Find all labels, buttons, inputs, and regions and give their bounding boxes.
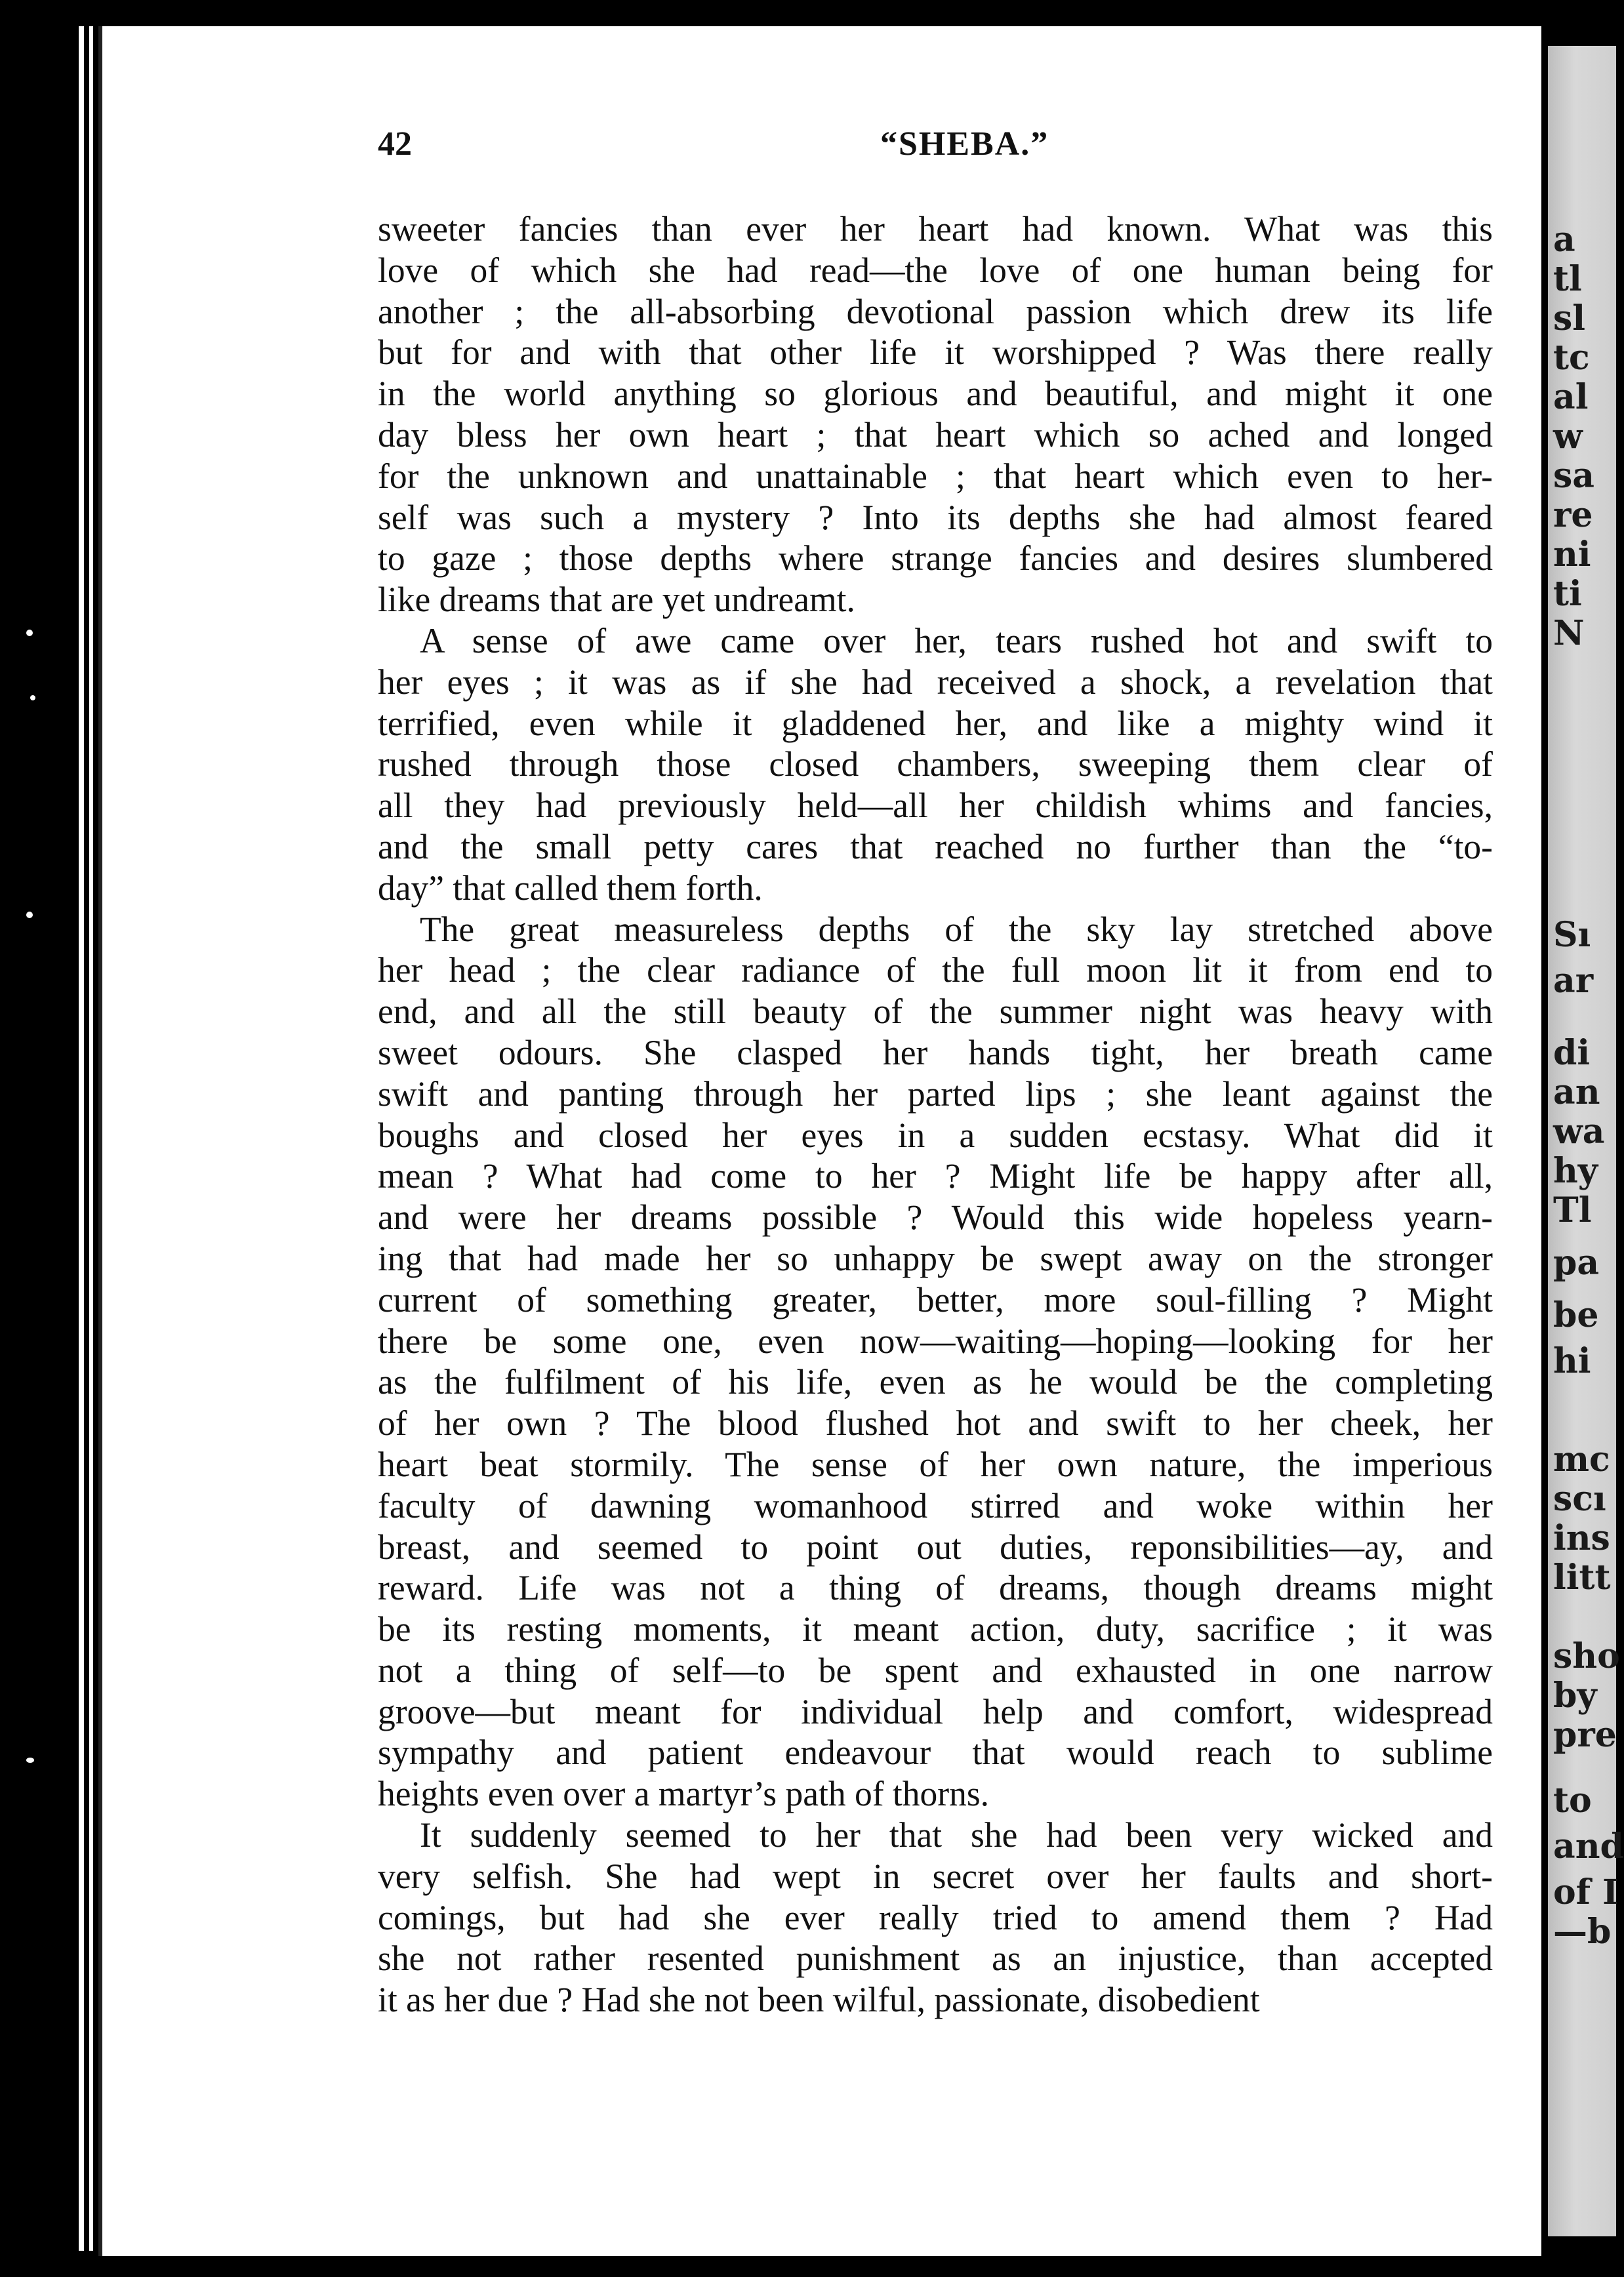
text-line: rushed through those closed chambers, sweeping them clear of — [378, 744, 1493, 784]
text-line: all they had previously held—all her childish whims and fancies, — [378, 786, 1493, 826]
facing-page-fragment: ins — [1553, 1518, 1610, 1558]
text-line: of her own ? The blood flushed hot and swift to her cheek, her — [378, 1403, 1493, 1443]
text-line: ing that had made her so unhappy be swept away on the stronger — [378, 1238, 1493, 1278]
text-line: love of which she had read—the love of one human being for — [378, 250, 1493, 290]
facing-page-fragment: sl — [1553, 298, 1586, 338]
facing-page-fragment: ar — [1553, 961, 1594, 1001]
facing-page-fragment: N — [1553, 613, 1585, 653]
text-line: her head ; the clear radiance of the full moon lit it from end to — [378, 950, 1493, 990]
facing-page-fragment: al — [1553, 377, 1589, 417]
paragraph — [378, 209, 1493, 620]
facing-page-fragment: sa — [1553, 456, 1594, 496]
facing-page-fragment: pre — [1553, 1715, 1617, 1755]
text-line: and were her dreams possible ? Would this wide hopeless yearn- — [378, 1198, 1493, 1238]
text-line: very selfish. She had wept in secret over her faults and short- — [378, 1856, 1493, 1896]
text-line: mean ? What had come to her ? Might life be happy after all, — [378, 1156, 1493, 1196]
text-line: in the world anything so glorious and beautiful, and might it one — [378, 374, 1493, 414]
facing-page-fragment: by — [1553, 1676, 1597, 1716]
facing-page-fragment: hi — [1553, 1341, 1591, 1381]
text-line: current of something greater, better, more soul-filling ? Might — [378, 1280, 1493, 1320]
page-number: 42 — [378, 125, 412, 163]
facing-page-fragment: litt — [1553, 1558, 1611, 1598]
facing-page-edge — [1548, 46, 1624, 2236]
paragraph — [378, 909, 1493, 1815]
text-line: breast, and seemed to point out duties, reponsibilities—ay, and — [378, 1527, 1493, 1567]
text-line: groove—but meant for individual help and comfort, widespread — [378, 1691, 1493, 1731]
facing-page-fragment: tc — [1553, 338, 1590, 378]
facing-page-fragment: —b — [1553, 1912, 1612, 1952]
facing-page-fragment: an — [1553, 1072, 1600, 1112]
scan-speck — [30, 695, 35, 700]
facing-page-fragment: tl — [1553, 259, 1582, 299]
text-line: boughs and closed her eyes in a sudden ecstasy. What did it — [378, 1115, 1493, 1155]
text-line: sympathy and patient endeavour that would reach to sublime — [378, 1733, 1493, 1773]
text-line: sweeter fancies than ever her heart had known. What was this — [378, 209, 1493, 249]
text-line: It suddenly seemed to her that she had been very wicked and — [420, 1815, 1493, 1855]
text-line: A sense of awe came over her, tears rushed hot and swift to — [420, 620, 1493, 660]
facing-page-fragment: mc — [1553, 1440, 1610, 1480]
facing-page-fragment: w — [1553, 416, 1583, 456]
running-header — [378, 125, 1493, 171]
text-line: it as her due ? Had she not been wilful, passionate, disobedient — [378, 1980, 1260, 2020]
text-line: reward. Life was not a thing of dreams, though dreams might — [378, 1568, 1493, 1608]
facing-page-fragment: pa — [1553, 1243, 1600, 1283]
text-line: for the unknown and unattainable ; that heart which even to her- — [378, 456, 1493, 496]
facing-page-fragment: to — [1553, 1781, 1592, 1821]
facing-page-fragment: wa — [1553, 1112, 1605, 1152]
text-line: heights even over a martyr’s path of thorns. — [378, 1774, 990, 1814]
text-line: to gaze ; those depths where strange fancies and desires slumbered — [378, 538, 1493, 578]
running-title: “SHEBA.” — [880, 125, 1049, 163]
page-stack-edge — [89, 26, 93, 2251]
text-line: day bless her own heart ; that heart which so ached and longed — [378, 414, 1493, 454]
scan-speck — [26, 630, 33, 636]
text-line: sweet odours. She clasped her hands tight, her breath came — [378, 1032, 1493, 1072]
text-line: and the small petty cares that reached no further than the “to- — [378, 826, 1493, 866]
text-line: The great measureless depths of the sky lay stretched above — [420, 909, 1493, 949]
text-line: but for and with that other life it worshipped ? Was there really — [378, 332, 1493, 373]
text-line: there be some one, even now—waiting—hoping—looking for her — [378, 1321, 1493, 1361]
facing-page-fragment: di — [1553, 1033, 1591, 1073]
text-line: another ; the all-absorbing devotional passion which drew its life — [378, 291, 1493, 331]
facing-page-fragment: ti — [1553, 574, 1582, 614]
facing-page-fragment: re — [1553, 495, 1593, 535]
text-line: comings, but had she ever really tried to amend them ? Had — [378, 1897, 1493, 1937]
facing-page-fragment: of I — [1553, 1872, 1619, 1912]
scan-speck — [26, 912, 33, 918]
text-line: like dreams that are yet undreamt. — [378, 580, 855, 620]
text-line: day” that called them forth. — [378, 868, 763, 908]
paragraph — [378, 620, 1493, 909]
facing-page-fragment: scı — [1553, 1479, 1606, 1519]
paragraph — [378, 1815, 1493, 2021]
page-stack-edge — [79, 26, 84, 2251]
text-line: not a thing of self—to be spent and exhausted in one narrow — [378, 1650, 1493, 1690]
text-line: be its resting moments, it meant action, duty, sacrifice ; it was — [378, 1609, 1493, 1649]
text-line: faculty of dawning womanhood stirred and woke within her — [378, 1485, 1493, 1525]
text-line: swift and panting through her parted lips ; she leant against the — [378, 1074, 1493, 1114]
text-line: terrified, even while it gladdened her, and like a mighty wind it — [378, 703, 1493, 743]
text-line: her eyes ; it was as if she had received a shock, a revelation that — [378, 662, 1493, 702]
facing-page-fragment: sho — [1553, 1636, 1620, 1676]
text-line: she not rather resented punishment as an injustice, than accepted — [378, 1939, 1493, 1979]
text-line: heart beat stormily. The sense of her own nature, the imperious — [378, 1444, 1493, 1484]
text-line: self was such a mystery ? Into its depths she had almost feared — [378, 497, 1493, 537]
text-line: as the fulfilment of his life, even as he would be the completing — [378, 1362, 1493, 1402]
facing-page-fragment: Tl — [1553, 1190, 1592, 1230]
text-line: end, and all the still beauty of the summer night was heavy with — [378, 992, 1493, 1032]
facing-page-fragment: be — [1553, 1295, 1599, 1335]
body-text — [378, 209, 1493, 2021]
facing-page-fragment: and — [1553, 1826, 1624, 1866]
facing-page-fragment: a — [1553, 220, 1575, 260]
facing-page-fragment: hy — [1553, 1151, 1598, 1191]
facing-page-fragment: Sı — [1553, 915, 1591, 955]
scan-speck — [26, 1758, 34, 1763]
facing-page-fragment: ni — [1553, 534, 1591, 574]
